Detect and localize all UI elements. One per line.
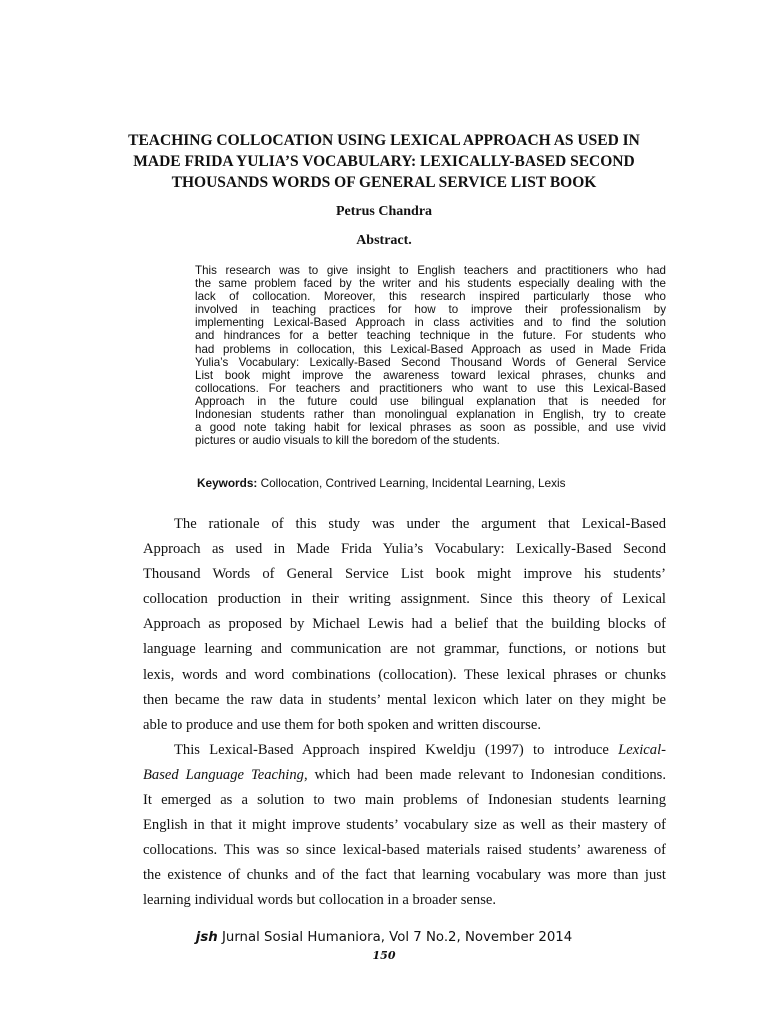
page-number: 150 bbox=[372, 949, 396, 962]
italic-term: Based Language Teaching bbox=[143, 766, 304, 783]
abstract-line: lack of collocation. Moreover, this research inspired particularly those who bbox=[195, 290, 666, 304]
body-line: It emerged as a solution to two main problems of Indonesian students learning bbox=[143, 792, 666, 809]
abstract-body bbox=[195, 264, 666, 447]
body-line: learning individual words but collocation in a broader sense. bbox=[143, 892, 496, 909]
author-name: Petrus Chandra bbox=[335, 204, 433, 219]
abstract-line: List book might improve the awareness toward lexical phrases, chunks and bbox=[195, 368, 666, 382]
body-line: The rationale of this study was under the argument that Lexical-Based bbox=[174, 516, 666, 532]
body-line: English in that it might improve students’ vocabulary size as well as their mastery of bbox=[143, 817, 666, 834]
body-line: lexis, words and word combinations (collocation). These lexical phrases or chunks bbox=[143, 666, 666, 683]
keywords bbox=[197, 476, 657, 490]
journal-footer bbox=[0, 930, 768, 945]
body-line: able to produce and use them for both spoken and written discourse. bbox=[143, 716, 541, 733]
body-line: collocation production in their writing assignment. Since this theory of Lexical bbox=[143, 591, 666, 608]
abstract-line: pictures or audio visuals to kill the boredom of the students. bbox=[195, 434, 500, 448]
body-text bbox=[143, 512, 666, 914]
journal-citation: Jurnal Sosial Humaniora, Vol 7 No.2, November 2014 bbox=[221, 930, 573, 945]
body-text-run: This Lexical-Based Approach inspired Kweldju (1997) to introduce bbox=[174, 741, 609, 758]
keywords-text: Collocation, Contrived Learning, Incidental Learning, Lexis bbox=[260, 476, 566, 490]
body-line: language learning and communication are not grammar, functions, or notions but bbox=[143, 641, 666, 658]
abstract-line: had problems in collocation, this Lexical-Based Approach as used in Made Frida bbox=[195, 342, 666, 356]
abstract-line: and hindrances for a better teaching technique in the future. For students who bbox=[195, 329, 666, 343]
paper-title bbox=[120, 130, 648, 193]
abstract-line: This research was to give insight to English teachers and practitioners who had bbox=[195, 264, 666, 277]
italic-term: Lexical- bbox=[618, 741, 666, 758]
abstract-line: the same problem faced by the writer and his students especially dealing with the bbox=[195, 277, 666, 291]
abstract-heading: Abstract. bbox=[356, 233, 412, 248]
abstract-line: Indonesian students rather than monolingual explanation in English, try to create bbox=[195, 408, 666, 422]
title-line: MADE FRIDA YULIA’S VOCABULARY: LEXICALLY-BASED SECOND bbox=[133, 153, 635, 170]
body-line bbox=[143, 738, 666, 763]
abstract-line: collocations. For teachers and practitioners who want to use this Lexical-Based bbox=[195, 381, 666, 395]
body-line: Approach as proposed by Michael Lewis had a belief that the building blocks of bbox=[143, 616, 666, 633]
body-line bbox=[143, 763, 666, 788]
body-line: Approach as used in Made Frida Yulia’s Vocabulary: Lexically-Based Second bbox=[143, 541, 666, 558]
title-line: TEACHING COLLOCATION USING LEXICAL APPROACH AS USED IN bbox=[128, 132, 640, 149]
abstract-line: involved in teaching practices for how to improve their professionalism by bbox=[195, 303, 666, 317]
journal-abbrev: jsh bbox=[195, 930, 218, 945]
abstract-line: Approach in the future could use bilingual explanation that is needed for bbox=[195, 394, 666, 408]
abstract-line: a good note taking habit for lexical phrases as soon as possible, and use vivid bbox=[195, 421, 666, 435]
body-line: the existence of chunks and of the fact that learning vocabulary was more than just bbox=[143, 867, 666, 884]
title-line: THOUSANDS WORDS OF GENERAL SERVICE LIST BOOK bbox=[171, 174, 597, 191]
body-text-run: , which had been made relevant to Indonesian conditions. bbox=[303, 766, 666, 783]
body-line: Thousand Words of General Service List book might improve his students’ bbox=[143, 566, 666, 583]
abstract-line: Yulia’s Vocabulary: Lexically-Based Second Thousand Words of General Service bbox=[195, 355, 666, 369]
body-line: then became the raw data in students’ mental lexicon which later on they might be bbox=[143, 691, 666, 708]
abstract-line: implementing Lexical-Based Approach in class activities and to find the solution bbox=[195, 316, 666, 330]
body-line: collocations. This was so since lexical-based materials raised students’ awareness of bbox=[143, 842, 666, 859]
keywords-label: Keywords: bbox=[197, 476, 258, 490]
